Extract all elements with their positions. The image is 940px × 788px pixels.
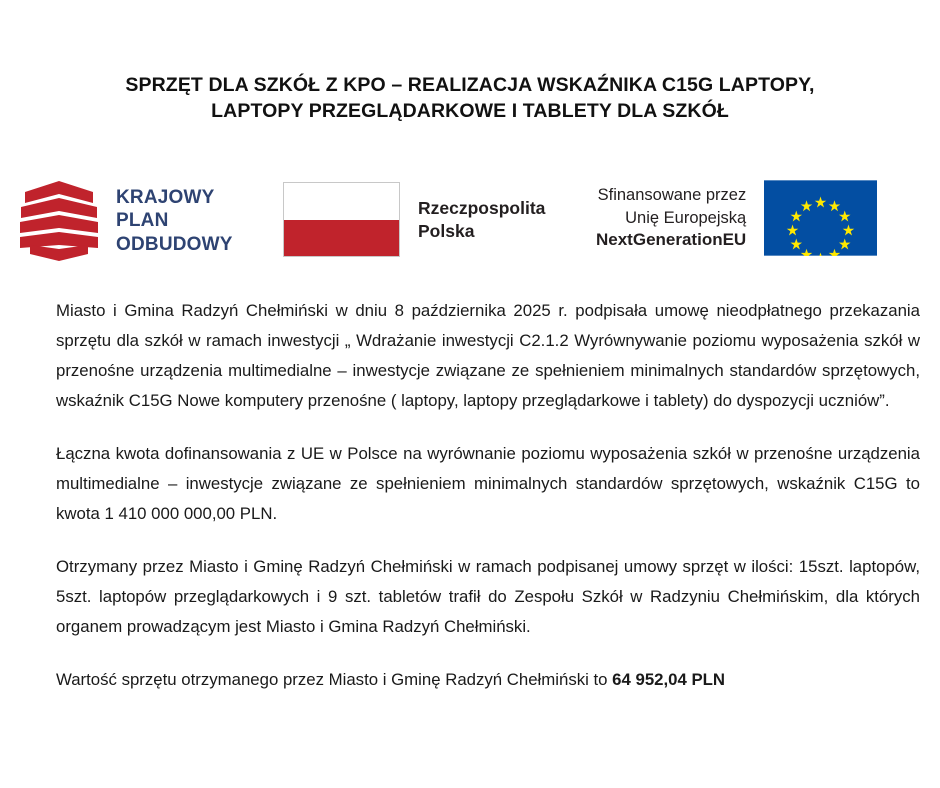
page-title-line-2: LAPTOPY PRZEGLĄDARKOWE I TABLETY DLA SZKÓŁ xyxy=(211,100,729,122)
page-title-line-1: SPRZĘT DLA SZKÓŁ Z KPO – REALIZACJA WSKAŹNIKA C15G LAPTOPY, xyxy=(125,74,815,96)
body-content xyxy=(56,296,920,695)
poland-logo-text xyxy=(418,197,545,243)
kpo-logo-text xyxy=(116,186,233,257)
poland-flag-icon xyxy=(283,182,400,257)
equipment-value-label: Wartość sprzętu otrzymanego przez Miasto i Gminę Radzyń Chełmiński to xyxy=(56,670,613,689)
eu-funding-logo xyxy=(596,180,877,256)
poland-flag-red-band xyxy=(284,220,399,257)
kpo-logo-line-1: KRAJOWY xyxy=(116,186,215,208)
kpo-building-mark-icon xyxy=(16,181,102,261)
european-union-flag-icon xyxy=(764,180,877,256)
poland-logo xyxy=(283,182,545,257)
eu-funding-line-2: Unię Europejską xyxy=(625,208,747,227)
body-paragraph-3: Otrzymany przez Miasto i Gminę Radzyń Chełmiński w ramach podpisanej umowy sprzęt w ilości: 15szt. laptopów, 5szt. laptopów przeglądarkowych i 9 szt. tabletów trafił do Zespołu Szkół w Radzyniu Chełmińskim, dla których organem prowadzącym jest Miasto i Gmina Radzyń Chełmiński. xyxy=(56,557,920,636)
eu-funding-text xyxy=(596,184,746,252)
kpo-logo-line-2: PLAN xyxy=(116,210,169,232)
poland-logo-line-1: Rzeczpospolita xyxy=(418,197,546,218)
body-paragraph-4 xyxy=(56,665,920,695)
body-paragraph-2: Łączna kwota dofinansowania z UE w Polsce na wyrównanie poziomu wyposażenia szkół w przenośne urządzenia multimedialne – inwestycje związane ze spełnieniem minimalnych standardów sprzętowych, wskaźnik C15G to kwota 1 410 000 000,00 PLN. xyxy=(56,444,920,523)
eu-funding-line-3: NextGenerationEU xyxy=(596,230,747,250)
kpo-logo xyxy=(16,181,233,261)
eu-funding-line-1: Sfinansowane przez xyxy=(597,186,747,205)
body-paragraph-1: Miasto i Gmina Radzyń Chełmiński w dniu 8 października 2025 r. podpisała umowę nieodpłatnego przekazania sprzętu dla szkół w ramach inwestycji „ Wdrażanie inwestycji C2.1.2 Wyrównywanie poziomu wyposażenia szkół w przenośne urządzenia multimedialne – inwestycje związane ze spełnieniem minimalnych standardów sprzętowych, wskaźnik C15G Nowe komputery przenośne ( laptopy, laptopy przeglądarkowe i tablety) do dyspozycji uczniów”. xyxy=(56,301,920,410)
poland-flag-white-band xyxy=(284,183,399,220)
page-title xyxy=(70,72,870,124)
logo-strip xyxy=(0,176,940,268)
equipment-value-amount: 64 952,04 PLN xyxy=(612,670,726,689)
kpo-logo-line-3: ODBUDOWY xyxy=(116,233,233,255)
poland-logo-line-2: Polska xyxy=(418,220,475,241)
